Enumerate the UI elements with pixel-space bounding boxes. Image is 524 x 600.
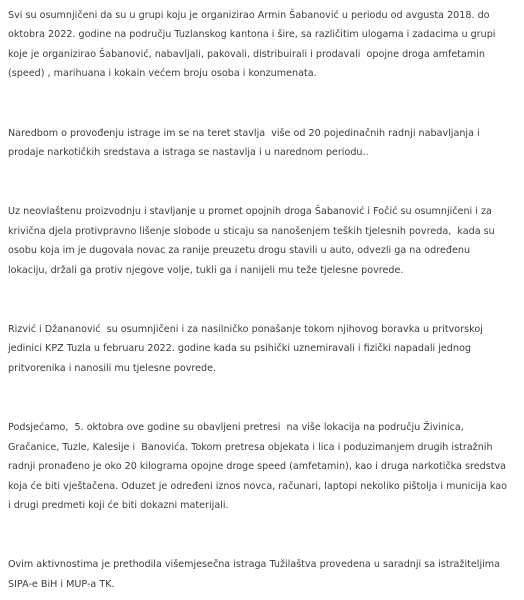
article-paragraph-1: Svi su osumnjičeni da su u grupi koju je organizirao Armin Šabanović u periodu od avgusta 2018. do oktobra 2022. godine na području Tuzlanskog kantona i šire, sa različitim ulogama i zadacima u grupi koje je organizirao Šabanović, nabavljali, pakovali, distribuirali i prodavali opojne droga amfetamin (speed) , marihuana i kokain većem broju osoba i konzumenata. — [8, 10, 499, 80]
article-paragraph-4: Rizvić i Džananović su osumnjičeni i za nasilničko ponašanje tokom njihovog boravka u pritvorskoj jedinici KPZ Tuzla u februaru 2022. godine kada su psihički uznemiravali i fizički napadali jednog pritvorenika i nanosili mu tjelesne povrede. — [8, 324, 486, 374]
article-paragraph-3: Uz neovlaštenu proizvodnju i stavljanje u promet opojnih droga Šabanović i Fočić su osumnjičeni i za krivična djela protivpravno lišenje slobode u sticaju sa nanošenjem teških tjelesnih povreda, kada su osobu koja im je dugovala novac za ranije preuzetu drogu stavili u auto, odvezli ga na određenu lokaciju, držali ga protiv njegove volje, tukli ga i nanijeli mu teže tjelesne povrede. — [8, 206, 498, 276]
article-body — [8, 6, 511, 594]
article-paragraph-6: Ovim aktivnostima je prethodila višemjesečna istraga Tužilaštva provedena u saradnji sa istražiteljima SIPA-e BiH i MUP-a TK. — [8, 559, 504, 590]
article-paragraph-2: Naredbom o provođenju istrage im se na teret stavlja više od 20 pojedinačnih radnji nabavljanja i prodaje narkotičkih sredstava a istraga se nastavlja i u narednom periodu.. — [8, 127, 483, 159]
article-paragraph-5: Podsjećamo, 5. oktobra ove godine su obavljeni pretresi na više lokacija na području Živinica, Gračanice, Tuzle, Kalesije i Banovića. Tokom pretresa objekata i lica i poduzimanjem drugih istražnih radnji pronađeno je oko 20 kilograma opojne droge speed (amfetamin), kao i druga narkotička sredstva koja će biti vještačena. Oduzet je određeni iznos novca, računari, laptopi nekoliko pištolja i municija kao i drugi predmeti koji će biti dokazni materijali. — [8, 422, 511, 511]
